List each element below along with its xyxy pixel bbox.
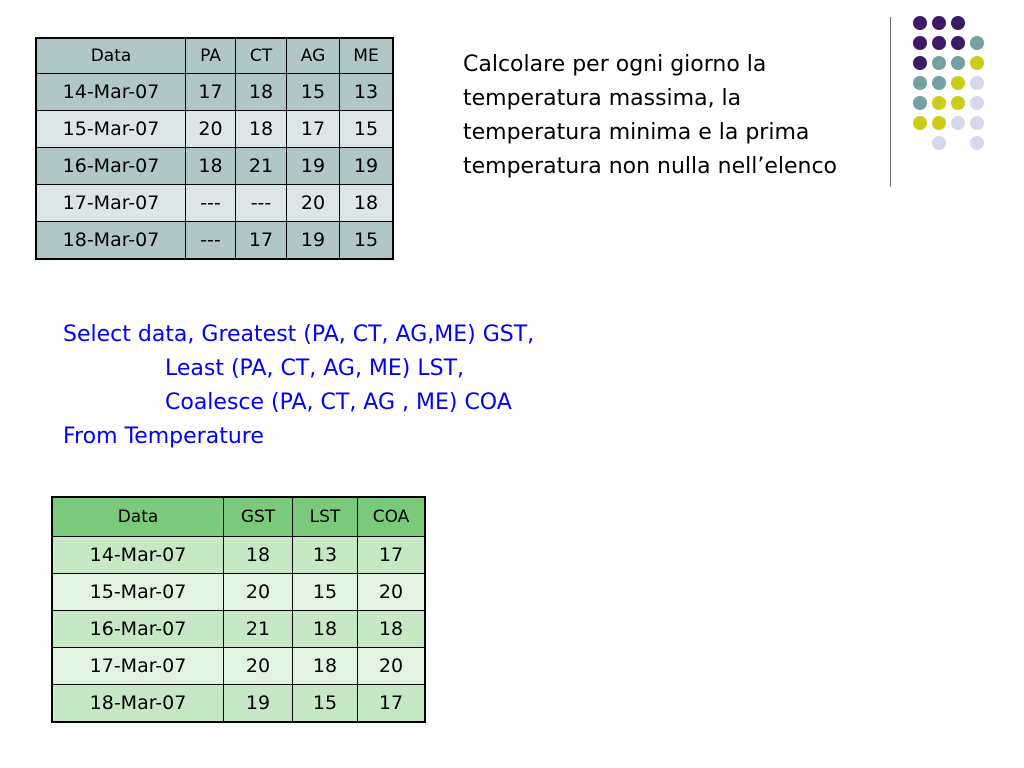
table-cell: 16-Mar-07: [52, 611, 224, 648]
table-cell: 17-Mar-07: [52, 648, 224, 685]
column-header: Data: [52, 497, 224, 537]
decorative-dot: [913, 116, 927, 130]
table-row: [52, 685, 425, 723]
table-cell: 20: [358, 574, 426, 611]
table-cell: 14-Mar-07: [52, 537, 224, 574]
decorative-dot: [913, 36, 927, 50]
table-row: [36, 185, 393, 222]
query-line: From Temperature: [63, 424, 264, 449]
table-cell: 17: [287, 111, 340, 148]
column-header: AG: [287, 38, 340, 74]
decorative-dot: [932, 96, 946, 110]
decorative-dot: [932, 136, 946, 150]
decorative-dot-pattern: [905, 10, 1005, 170]
decorative-dot: [970, 96, 984, 110]
decorative-dot: [932, 116, 946, 130]
table-cell: ---: [186, 185, 236, 222]
table-cell: 13: [293, 537, 358, 574]
table-cell: 18: [358, 611, 426, 648]
column-header: LST: [293, 497, 358, 537]
query-line: Select data, Greatest (PA, CT, AG,ME) GST,: [63, 322, 535, 347]
table-cell: 21: [224, 611, 293, 648]
table-cell: 18-Mar-07: [52, 685, 224, 723]
table-cell: 17: [358, 685, 426, 723]
decorative-dot: [951, 116, 965, 130]
decorative-dot: [970, 56, 984, 70]
table-cell: 18-Mar-07: [36, 222, 186, 260]
column-header: Data: [36, 38, 186, 74]
table-cell: 14-Mar-07: [36, 74, 186, 111]
table-cell: 13: [340, 74, 394, 111]
table-cell: 15: [340, 111, 394, 148]
decorative-dot: [951, 16, 965, 30]
table-cell: 15: [293, 574, 358, 611]
sql-query: [63, 318, 534, 454]
column-header: ME: [340, 38, 394, 74]
table-cell: ---: [236, 185, 287, 222]
table-cell: 18: [293, 611, 358, 648]
table-row: [52, 648, 425, 685]
decorative-dot: [913, 16, 927, 30]
table-row: [52, 611, 425, 648]
decorative-dot: [970, 76, 984, 90]
table-row: [36, 222, 393, 260]
table-header-row: [52, 497, 425, 537]
decorative-dot: [951, 76, 965, 90]
decorative-dot: [951, 96, 965, 110]
table-header-row: [36, 38, 393, 74]
table-cell: 15-Mar-07: [52, 574, 224, 611]
decorative-dot: [951, 56, 965, 70]
table-cell: 15: [340, 222, 394, 260]
table-cell: 18: [236, 111, 287, 148]
decorative-dot: [913, 76, 927, 90]
table-cell: 15: [293, 685, 358, 723]
table-cell: 20: [287, 185, 340, 222]
table-cell: 20: [224, 574, 293, 611]
table-row: [36, 111, 393, 148]
decorative-dot: [932, 56, 946, 70]
table-cell: 20: [358, 648, 426, 685]
temperature-table: [35, 37, 394, 260]
table-row: [52, 537, 425, 574]
table-cell: 18: [340, 185, 394, 222]
table-cell: 19: [340, 148, 394, 185]
divider-line: [890, 17, 891, 187]
table-cell: 18: [186, 148, 236, 185]
decorative-dot: [932, 16, 946, 30]
decorative-dot: [970, 136, 984, 150]
table-cell: 18: [236, 74, 287, 111]
table-row: [36, 148, 393, 185]
table-cell: 19: [224, 685, 293, 723]
decorative-dot: [970, 116, 984, 130]
column-header: PA: [186, 38, 236, 74]
task-description: Calcolare per ogni giorno la temperatura massima, la temperatura minima e la prima temperatura non nulla nell’elenco: [463, 52, 838, 179]
column-header: COA: [358, 497, 426, 537]
column-header: GST: [224, 497, 293, 537]
table-cell: 16-Mar-07: [36, 148, 186, 185]
query-line: Coalesce (PA, CT, AG , ME) COA: [165, 390, 512, 415]
table-cell: 20: [224, 648, 293, 685]
table-cell: 17-Mar-07: [36, 185, 186, 222]
decorative-dot: [913, 56, 927, 70]
table-cell: 20: [186, 111, 236, 148]
decorative-dot: [970, 36, 984, 50]
decorative-dot: [932, 36, 946, 50]
table-cell: 18: [293, 648, 358, 685]
column-header: CT: [236, 38, 287, 74]
decorative-dot: [913, 96, 927, 110]
table-cell: 18: [224, 537, 293, 574]
decorative-dot: [932, 76, 946, 90]
table-cell: 21: [236, 148, 287, 185]
result-table: [51, 496, 426, 723]
table-cell: 17: [186, 74, 236, 111]
table-row: [52, 574, 425, 611]
table-cell: ---: [186, 222, 236, 260]
query-line: Least (PA, CT, AG, ME) LST,: [165, 356, 465, 381]
table-cell: 15-Mar-07: [36, 111, 186, 148]
table-cell: 19: [287, 148, 340, 185]
table-cell: 17: [236, 222, 287, 260]
table-row: [36, 74, 393, 111]
decorative-dot: [951, 36, 965, 50]
table-cell: 15: [287, 74, 340, 111]
table-cell: 17: [358, 537, 426, 574]
table-cell: 19: [287, 222, 340, 260]
